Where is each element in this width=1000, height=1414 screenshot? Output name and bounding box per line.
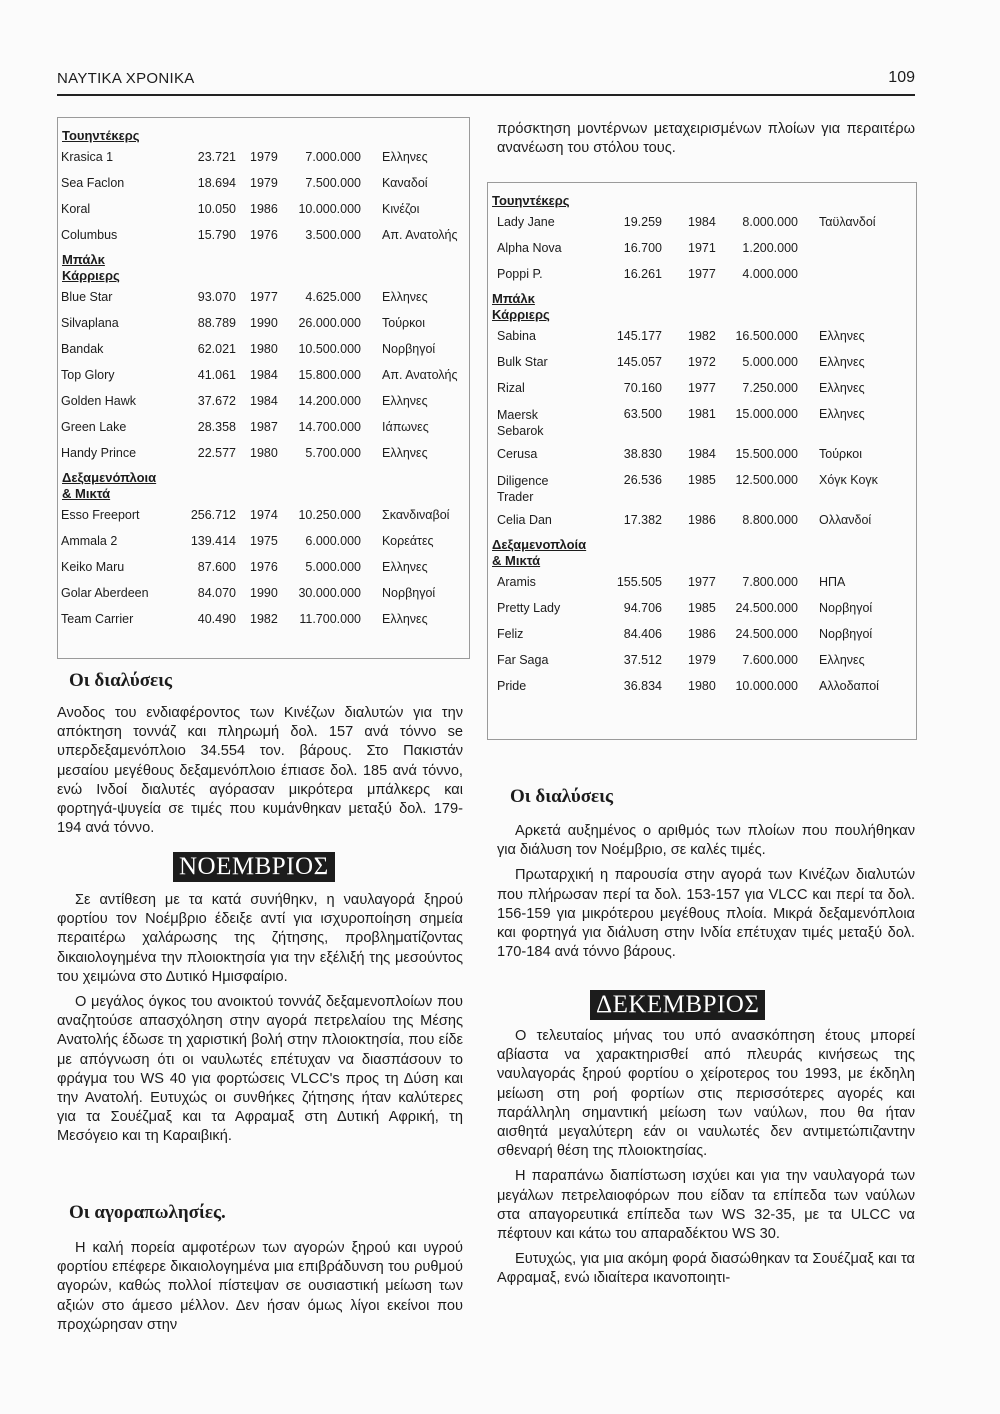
tonnage: 84.070 — [197, 586, 236, 600]
price: 7.800.000 — [742, 575, 798, 589]
build-year: 1976 — [250, 228, 278, 242]
tonnage: 18.694 — [197, 176, 236, 190]
build-year: 1977 — [688, 575, 716, 589]
price: 10.250.000 — [298, 508, 361, 522]
vessel-name: Lady Jane — [497, 215, 555, 229]
price: 10.000.000 — [735, 679, 798, 693]
right-text-block-1 — [497, 822, 915, 968]
tonnage: 70.160 — [623, 381, 662, 395]
price: 15.800.000 — [298, 368, 361, 382]
tonnage: 40.490 — [197, 612, 236, 626]
tonnage: 155.505 — [616, 575, 662, 589]
build-year: 1984 — [250, 368, 278, 382]
right-intro-paragraph: πρόσκτηση μοντέρνων μεταχειρισμένων πλοίων για περαιτέρω ανανέωση του στόλου τους. — [497, 121, 915, 157]
vessel-name: Golar Aberdeen — [61, 586, 149, 600]
table-section-title: Μπάλκ Κάρριερς — [62, 252, 120, 283]
price: 12.500.000 — [735, 473, 798, 487]
price: 16.500.000 — [735, 329, 798, 343]
tonnage: 256.712 — [190, 508, 236, 522]
build-year: 1972 — [688, 355, 716, 369]
vessel-name: Aramis — [497, 575, 536, 589]
left-text-block-2 — [57, 891, 463, 1153]
build-year: 1981 — [688, 407, 716, 421]
buyer: Νορβηγοί — [819, 627, 873, 641]
vessel-name: Green Lake — [61, 420, 127, 434]
vessel-name: Diligence Trader — [497, 474, 549, 504]
buyer: Νορβηγοί — [382, 342, 436, 356]
table-row — [58, 196, 469, 222]
build-year: 1979 — [250, 176, 278, 190]
price: 8.000.000 — [742, 215, 798, 229]
price: 15.000.000 — [735, 407, 798, 421]
left-text-block-1 — [57, 704, 463, 844]
table-row — [488, 441, 916, 467]
right-text-block-2 — [497, 1027, 915, 1295]
vessel-name: Ammala 2 — [61, 534, 118, 548]
price: 30.000.000 — [298, 586, 361, 600]
month-banner-december: ΔΕΚΕΜΒΡΙΟΣ — [590, 990, 765, 1020]
price: 26.000.000 — [298, 316, 361, 330]
build-year: 1982 — [250, 612, 278, 626]
page-header — [57, 68, 915, 96]
table-section-title: Δεξαμενοπλοία & Μικτά — [492, 537, 587, 568]
table-row — [58, 580, 469, 606]
table-row — [58, 222, 469, 248]
vessel-name: Team Carrier — [61, 612, 134, 626]
paragraph: Αρκετά αυξημένος ο αριθμός των πλοίων που πουλήθηκαν για διάλυση τον Νοέμβριο, σε καλές τιμές. — [497, 823, 915, 859]
heading-demolitions-left: Οι διαλύσεις — [69, 670, 173, 691]
table-row — [58, 414, 469, 440]
price: 14.200.000 — [298, 394, 361, 408]
vessel-name: Bulk Star — [497, 355, 548, 369]
build-year: 1984 — [688, 215, 716, 229]
buyer: Ελληνες — [382, 394, 428, 408]
buyer: Ιάπωνες — [382, 420, 429, 434]
tonnage: 88.789 — [197, 316, 236, 330]
tonnage: 145.057 — [616, 355, 662, 369]
tonnage: 37.672 — [197, 394, 236, 408]
tonnage: 15.790 — [197, 228, 236, 242]
build-year: 1971 — [688, 241, 716, 255]
buyer: Κινέζοι — [382, 202, 420, 216]
vessel-name: Cerusa — [497, 447, 538, 461]
tonnage: 22.577 — [197, 446, 236, 460]
price: 7.250.000 — [742, 381, 798, 395]
table-row — [488, 375, 916, 401]
tonnage: 38.830 — [623, 447, 662, 461]
tonnage: 93.070 — [197, 290, 236, 304]
buyer: Ελληνες — [819, 355, 865, 369]
table-row — [488, 467, 916, 507]
tonnage: 26.536 — [623, 473, 662, 487]
buyer: Κορεάτες — [382, 534, 434, 548]
vessel-name: Pride — [497, 679, 527, 693]
buyer: Τούρκοι — [819, 447, 862, 461]
build-year: 1977 — [250, 290, 278, 304]
vessel-name: Poppi P. — [497, 267, 543, 281]
table-row — [488, 349, 916, 375]
build-year: 1974 — [250, 508, 278, 522]
table-section-title: Τουηντέκερς — [62, 128, 140, 143]
build-year: 1990 — [250, 316, 278, 330]
buyer: Ελληνες — [819, 407, 865, 421]
vessel-name: Silvaplana — [61, 316, 119, 330]
table-row — [58, 388, 469, 414]
table-row — [58, 336, 469, 362]
paragraph: Σε αντίθεση με τα κατά συνήθηκν, η ναυλαγορά ξηρού φορτίου τον Νοέμβριο έδειξε αντί για ισχυροποίηση σημεία περαιτέρω χαλάρωσης της ζήτησης, προβληματίζοντας δικαιολογημένα την πλοιοκτησία για την εξέλιξή της μεσούντος του χειμώνα στο Δυτικό Ημισφαίριο. — [57, 892, 463, 985]
vessel-name: Maersk Sebarok — [497, 408, 544, 438]
price: 4.000.000 — [742, 267, 798, 281]
vessel-name: Bandak — [61, 342, 104, 356]
vessel-name: Rizal — [497, 381, 525, 395]
vessel-name: Blue Star — [61, 290, 113, 304]
price: 10.000.000 — [298, 202, 361, 216]
build-year: 1984 — [688, 447, 716, 461]
buyer: Ελληνες — [819, 329, 865, 343]
tonnage: 62.021 — [197, 342, 236, 356]
vessel-name: Sea Faclon — [61, 176, 125, 190]
table-section-title: Τουηντέκερς — [492, 193, 570, 208]
price: 3.500.000 — [305, 228, 361, 242]
build-year: 1982 — [688, 329, 716, 343]
price: 11.700.000 — [299, 612, 361, 626]
buyer: Ελληνες — [819, 381, 865, 395]
table-row — [488, 647, 916, 673]
price: 7.000.000 — [305, 150, 361, 164]
price: 7.500.000 — [305, 176, 361, 190]
tonnage: 10.050 — [197, 202, 236, 216]
table-row — [58, 310, 469, 336]
paragraph: Η παραπάνω διαπίστωση ισχύει και για την ναυλαγορά των μεγάλων πετρελαιοφόρων που είδαν τα επίπεδα των ναύλων στα απαγορευτικά επίπεδα των WS 32-35, με τα ULCC να πέφτουν και κάτω του απαραδέκτου WS 30. — [497, 1168, 915, 1243]
right-intro-text — [497, 120, 915, 164]
vessel-name: Columbus — [61, 228, 118, 242]
tonnage: 63.500 — [623, 407, 662, 421]
build-year: 1979 — [250, 150, 278, 164]
tonnage: 16.700 — [623, 241, 662, 255]
price: 6.000.000 — [305, 534, 361, 548]
table-row — [58, 502, 469, 528]
price: 5.000.000 — [742, 355, 798, 369]
table-row — [488, 673, 916, 699]
vessel-name: Handy Prince — [61, 446, 137, 460]
table-row — [488, 235, 916, 261]
buyer: Απ. Ανατολής — [382, 228, 458, 242]
table-row — [488, 401, 916, 441]
buyer: Ελληνες — [382, 290, 428, 304]
heading-sales-purchases: Οι αγοραπωλησίες. — [69, 1202, 226, 1223]
price: 10.500.000 — [298, 342, 361, 356]
price: 24.500.000 — [735, 601, 798, 615]
vessel-name: Keiko Maru — [61, 560, 125, 574]
tonnage: 16.261 — [623, 267, 662, 281]
vessel-name: Krasica 1 — [61, 150, 114, 164]
tonnage: 17.382 — [623, 513, 662, 527]
buyer: Χόγκ Κογκ — [819, 473, 878, 487]
table-section-title: Δεξαμενόπλοια & Μικτά — [62, 470, 157, 501]
ships-table-right — [487, 182, 917, 740]
build-year: 1986 — [688, 627, 716, 641]
buyer: Ελληνες — [819, 653, 865, 667]
buyer: Ελληνες — [382, 446, 428, 460]
paragraph: Η καλή πορεία αμφοτέρων των αγορών ξηρού και υγρού φορτίου επέφερε δικαιολογημένα μια επιβράδυνση του ρυθμού αγορών, καθώς πολλοί πίστεψαν σε ουσιαστική μείωση των αξιών στο άμεσο μέλλον. Δεν ήσαν όμως λίγοι εκείνοι που προχώρησαν στην — [57, 1240, 463, 1333]
tonnage: 19.259 — [623, 215, 662, 229]
table-row — [58, 606, 469, 632]
price: 7.600.000 — [742, 653, 798, 667]
build-year: 1975 — [250, 534, 278, 548]
vessel-name: Sabina — [497, 329, 536, 343]
month-banner-november: ΝΟΕΜΒΡΙΟΣ — [173, 852, 335, 882]
build-year: 1984 — [250, 394, 278, 408]
vessel-name: Alpha Nova — [497, 241, 562, 255]
table-row — [58, 144, 469, 170]
price: 15.500.000 — [735, 447, 798, 461]
vessel-name: Pretty Lady — [497, 601, 561, 615]
tonnage: 84.406 — [623, 627, 662, 641]
vessel-name: Koral — [61, 202, 91, 216]
build-year: 1977 — [688, 267, 716, 281]
build-year: 1986 — [688, 513, 716, 527]
build-year: 1985 — [688, 601, 716, 615]
buyer: ΗΠΑ — [819, 575, 846, 589]
tonnage: 37.512 — [623, 653, 662, 667]
buyer: Ελληνες — [382, 560, 428, 574]
paragraph: Πρωταρχική η παρουσία στην αγορά των Κινέζων διαλυτών που πλήρωσαν περί τα δολ. 153-157 για VLCC και περί τα δολ. 156-159 για μικρότερου μεγέθους πλοία. Μικρά δεξαμενόπλοια και φορτηγά για διάλυση στην Ινδία επέτυχαν τιμές μεταξύ δολ. 170-184 ανά τόννο βάρους. — [497, 867, 915, 961]
table-row — [488, 595, 916, 621]
build-year: 1979 — [688, 653, 716, 667]
left-text-block-3 — [57, 1239, 463, 1341]
buyer: Ολλανδοί — [819, 513, 872, 527]
price: 1.200.000 — [742, 241, 798, 255]
tonnage: 87.600 — [197, 560, 236, 574]
ships-table-left — [57, 117, 470, 659]
table-row — [58, 170, 469, 196]
price: 14.700.000 — [298, 420, 361, 434]
buyer: Καναδοί — [382, 176, 428, 190]
tonnage: 28.358 — [197, 420, 236, 434]
price: 4.625.000 — [305, 290, 361, 304]
table-row — [488, 209, 916, 235]
buyer: Ελληνες — [382, 612, 428, 626]
build-year: 1985 — [688, 473, 716, 487]
buyer: Ταϋλανδοί — [819, 215, 876, 229]
tonnage: 94.706 — [623, 601, 662, 615]
price: 5.000.000 — [305, 560, 361, 574]
paragraph: Ο μεγάλος όγκος του ανοικτού τοννάζ δεξαμενοπλοίων που αναζητούσε απασχόληση στην αγορά πετρελαίου της Μέσης Ανατολής έδωσε τη χαριστική βολή στην πλοιοκτησία, που είδε με απόγνωση ότι οι ναυλωτές επέτυχαν να διασπάσουν το φράγμα του WS 40 για φορτώσεις VLCC's προς τη Δύση και την Ανατολή. Ευτυχώς οι συνθήκες ζήτησης ήταν καλύτερες για τα Σουέζμαξ και τα Αφραμαξ στη Δυτική Αφρική, τη Μεσόγειο και τη Καραιβική. — [57, 994, 463, 1145]
price: 8.800.000 — [742, 513, 798, 527]
vessel-name: Feliz — [497, 627, 524, 641]
table-row — [488, 621, 916, 647]
table-row — [58, 362, 469, 388]
table-row — [488, 507, 916, 533]
tonnage: 145.177 — [616, 329, 662, 343]
build-year: 1980 — [688, 679, 716, 693]
table-row — [488, 261, 916, 287]
table-row — [58, 284, 469, 310]
build-year: 1977 — [688, 381, 716, 395]
buyer: Απ. Ανατολής — [382, 368, 458, 382]
table-row — [58, 554, 469, 580]
tonnage: 36.834 — [623, 679, 662, 693]
magazine-title: ΝΑΥΤΙΚΑ ΧΡΟΝΙΚΑ — [57, 70, 195, 87]
tonnage: 139.414 — [190, 534, 236, 548]
paragraph: Ο τελευταίος μήνας του υπό ανασκόπηση έτους μπορεί αβίαστα να χαρακτηρισθεί από πλευράς κινήσεως της ναυλαγοράς ξηρού φορτίου ο χείροτερος του 1993, με έκδηλη μείωση στη ροή φορτίων στις περισσότερες αγορές και παράλληλη σημαντική μείωση των ναύλων, που θα ήταν αισθητά μεγαλύτερη εάν οι ναυλωτές δεν αντιμετώπιζαντην σθεναρή θέση της πλοιοκτησίας. — [497, 1028, 915, 1160]
vessel-name: Esso Freeport — [61, 508, 140, 522]
vessel-name: Celia Dan — [497, 513, 552, 527]
paragraph: Ευτυχώς, για μια ακόμη φορά διασώθηκαν τα Σουέζμαξ και τα Αφραμαξ, ενώ ιδιαίτερα ικανοποιητι- — [497, 1251, 915, 1287]
build-year: 1980 — [250, 342, 278, 356]
page-number: 109 — [888, 69, 915, 86]
table-row — [488, 569, 916, 595]
buyer: Αλλοδαποί — [819, 679, 879, 693]
tonnage: 23.721 — [197, 150, 236, 164]
table-row — [488, 323, 916, 349]
table-section-title: Μπάλκ Κάρριερς — [492, 291, 550, 322]
buyer: Νορβηγοί — [819, 601, 873, 615]
heading-demolitions-right: Οι διαλύσεις — [510, 786, 614, 807]
table-row — [58, 528, 469, 554]
build-year: 1987 — [250, 420, 278, 434]
build-year: 1986 — [250, 202, 278, 216]
vessel-name: Far Saga — [497, 653, 549, 667]
price: 5.700.000 — [305, 446, 361, 460]
buyer: Σκανδιναβοί — [382, 508, 450, 522]
buyer: Ελληνες — [382, 150, 428, 164]
table-row — [58, 440, 469, 466]
price: 24.500.000 — [735, 627, 798, 641]
build-year: 1980 — [250, 446, 278, 460]
vessel-name: Golden Hawk — [61, 394, 137, 408]
paragraph: Ανοδος του ενδιαφέροντος των Κινέζων διαλυτών για την απόκτηση τοννάζ και πληρωμή δολ. 157 ανά τόννο se υπερδεξαμενόπλοιο 34.554 τον. βάρους. Στο Πακιστάν μεσαίου μεγέθους δεξαμενόπλοιο έπιασε δολ. 185 ανά τόννο, ενώ Ινδοί διαλυτές αγόρασαν μικρότερα μπάλκερς και φορτηγά-ψυγεία σε τιμές που κυμάνθηκαν μεταξύ δολ. 179-194 ανά τόννο. — [57, 705, 463, 837]
vessel-name: Top Glory — [61, 368, 115, 382]
buyer: Νορβηγοί — [382, 586, 436, 600]
tonnage: 41.061 — [197, 368, 236, 382]
build-year: 1976 — [250, 560, 278, 574]
build-year: 1990 — [250, 586, 278, 600]
buyer: Τούρκοι — [382, 316, 425, 330]
